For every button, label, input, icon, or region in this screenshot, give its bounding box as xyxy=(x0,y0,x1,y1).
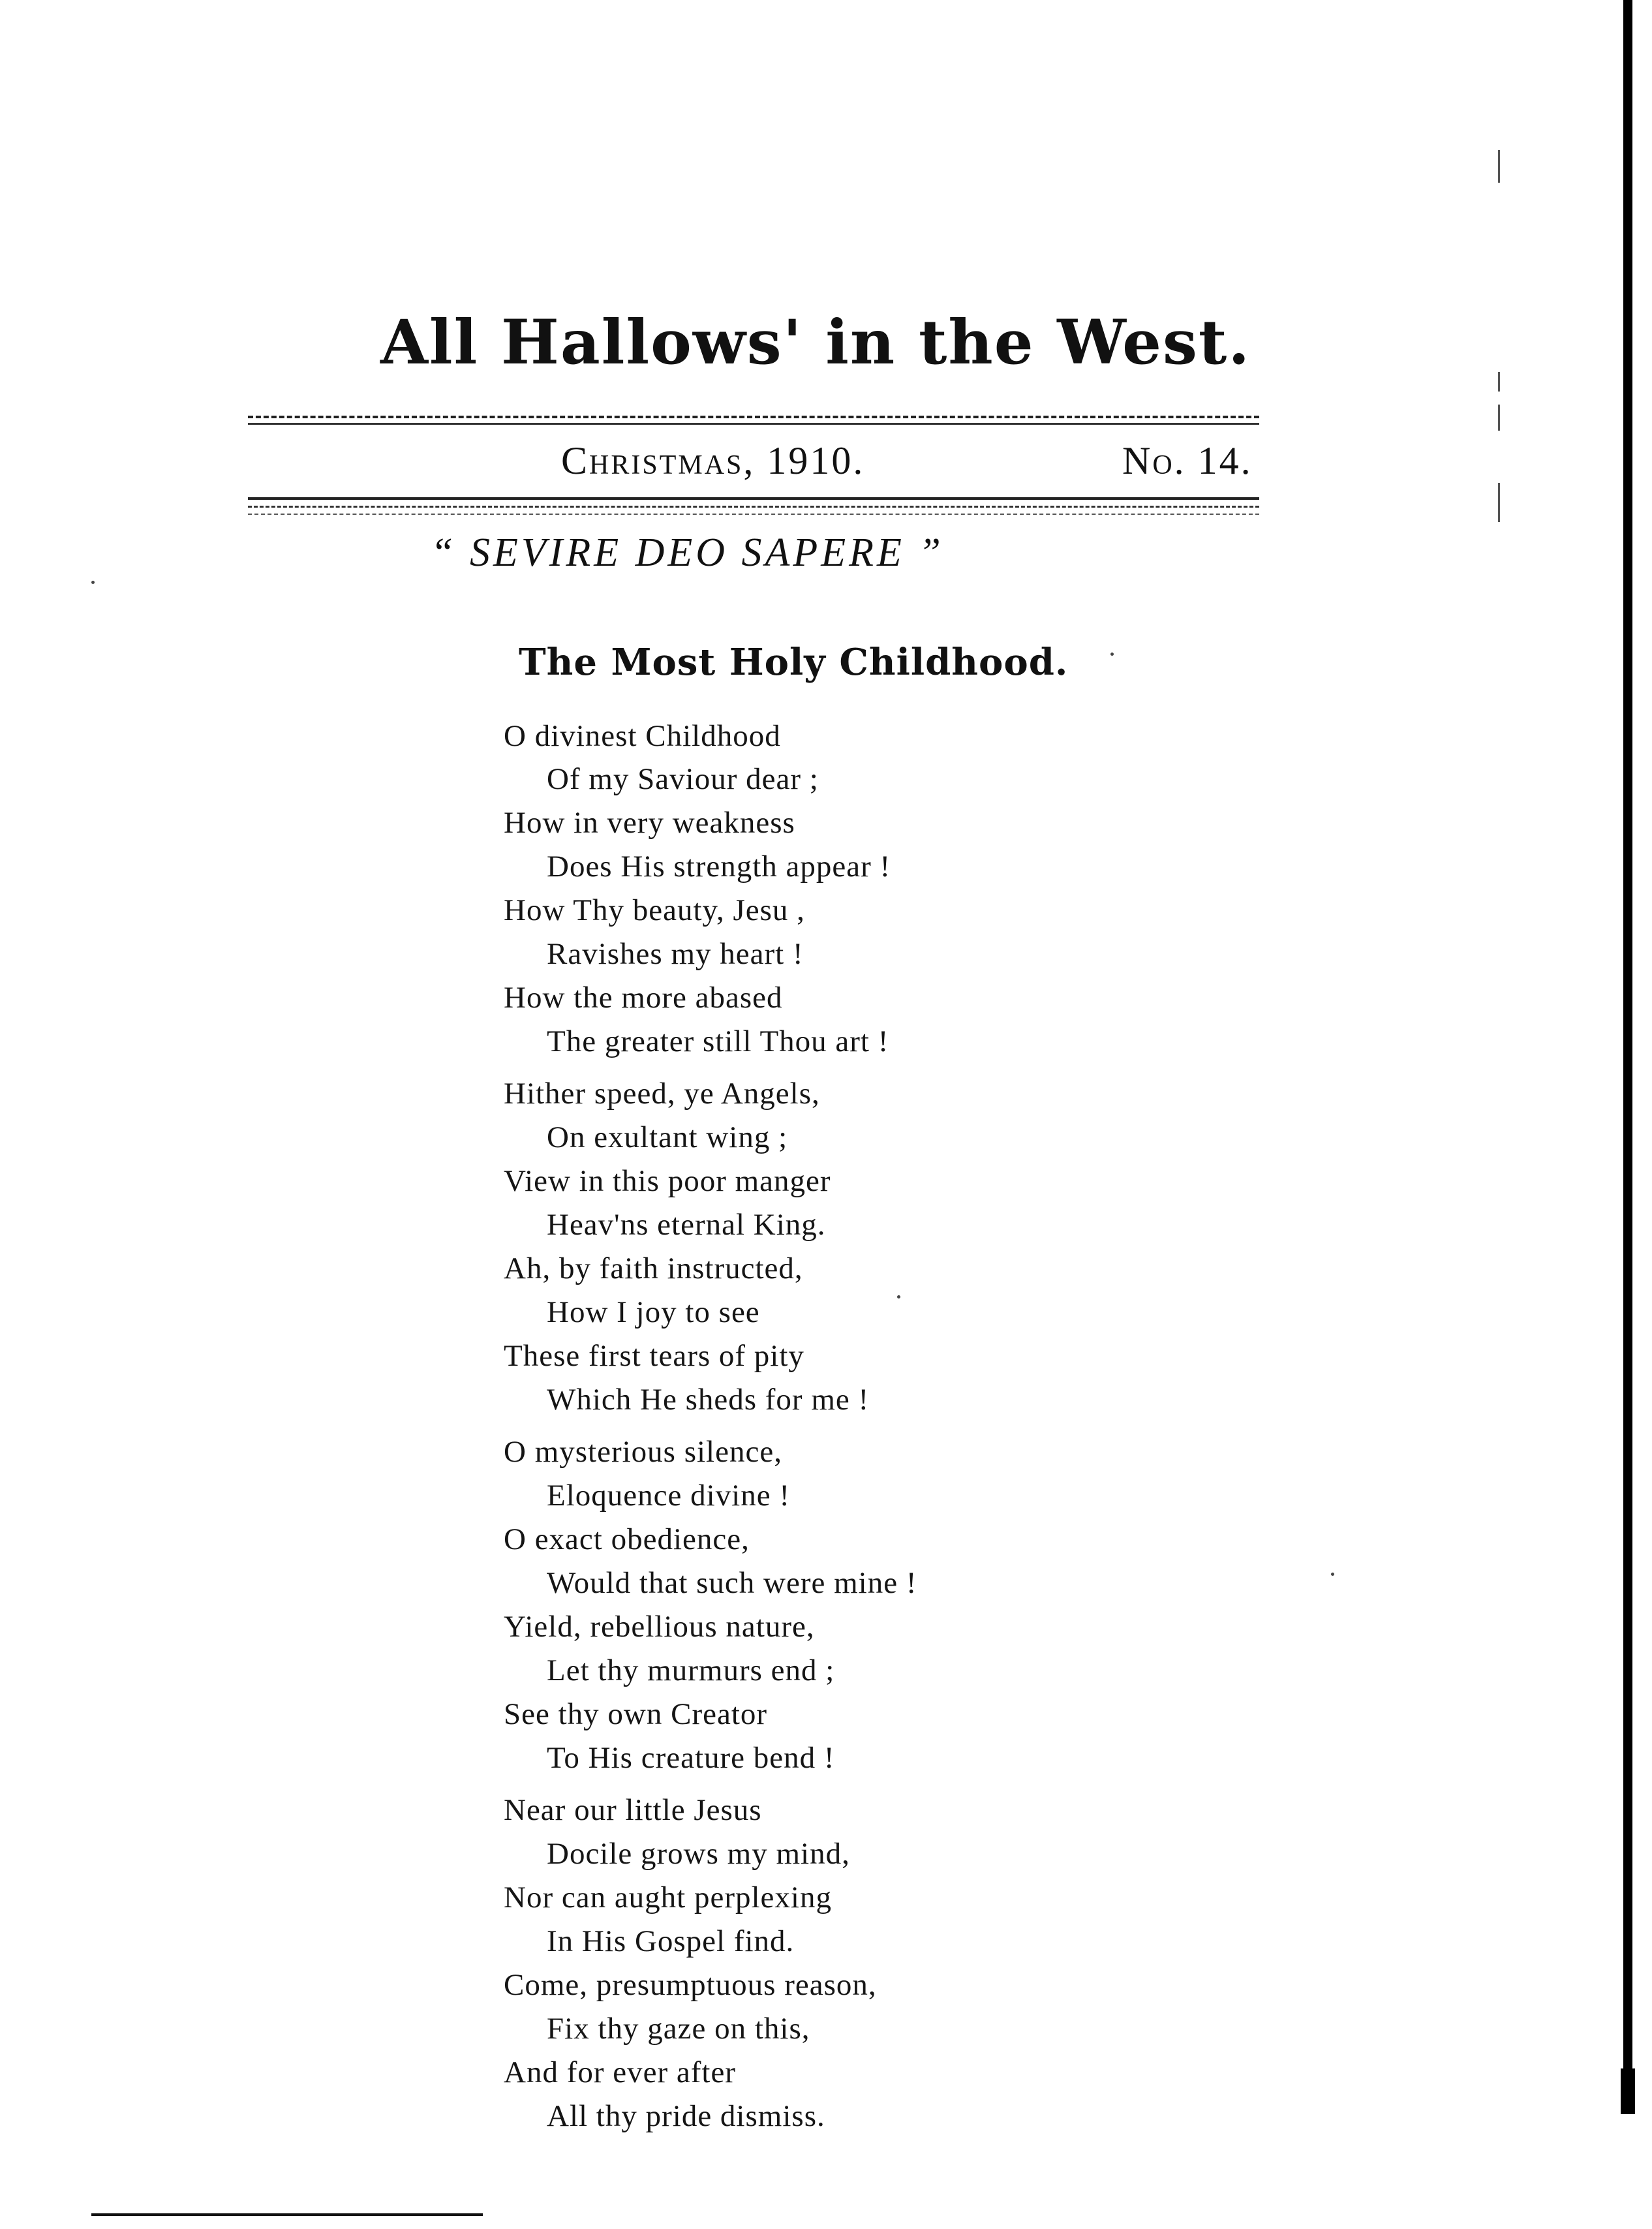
poem-line: Docile grows my mind, xyxy=(547,1837,850,1871)
poem-line: O exact obedience, xyxy=(504,1522,750,1556)
poem-line: To His creature bend ! xyxy=(547,1741,835,1775)
poem-line: Ah, by faith instructed, xyxy=(504,1252,803,1285)
poem-line: How the more abased xyxy=(504,981,783,1015)
poem-line: Near our little Jesus xyxy=(504,1793,762,1827)
poem-line: Would that such were mine ! xyxy=(547,1566,917,1600)
margin-mark xyxy=(1498,483,1500,522)
masthead-title: All Hallows' in the West. xyxy=(380,307,1251,378)
masthead-top-rule-inner xyxy=(248,423,1259,425)
poem-line: How Thy beauty, Jesu , xyxy=(504,893,805,927)
issue-date: Christmas, 1910. xyxy=(561,439,865,482)
poem-line: Let thy murmurs end ; xyxy=(547,1653,835,1687)
poem-line: In His Gospel find. xyxy=(547,1924,795,1958)
poem-line: Hither speed, ye Angels, xyxy=(504,1077,820,1111)
poem-line: How I joy to see xyxy=(547,1295,760,1329)
poem-line: The greater still Thou art ! xyxy=(547,1024,889,1058)
poem-line: Heav'ns eternal King. xyxy=(547,1208,826,1242)
masthead-bottom-rule-fine xyxy=(248,514,1259,515)
poem-line: Eloquence divine ! xyxy=(547,1479,790,1513)
poem-line: Of my Saviour dear ; xyxy=(547,762,819,796)
poem-line: Yield, rebellious nature, xyxy=(504,1610,815,1644)
poem-line: Nor can aught perplexing xyxy=(504,1881,832,1914)
poem-line: Ravishes my heart ! xyxy=(547,937,804,971)
binding-edge xyxy=(1623,0,1632,2108)
poem-line: View in this poor manger xyxy=(504,1164,831,1198)
poem-line: These first tears of pity xyxy=(504,1339,804,1373)
poem-line: Does His strength appear ! xyxy=(547,850,891,884)
poem-line: See thy own Creator xyxy=(504,1697,768,1731)
poem-line: On exultant wing ; xyxy=(547,1120,788,1154)
poem-line: And for ever after xyxy=(504,2055,736,2089)
masthead-top-rule xyxy=(248,416,1259,418)
scan-speck xyxy=(91,581,95,584)
issue-number: No. 14. xyxy=(1122,439,1253,482)
motto: “ SEVIRE DEO SAPERE ” xyxy=(431,530,944,575)
scan-speck xyxy=(1110,653,1114,656)
poem-line: Come, presumptuous reason, xyxy=(504,1968,877,2002)
poem-line: O mysterious silence, xyxy=(504,1435,782,1469)
poem-title: The Most Holy Childhood. xyxy=(519,641,1069,684)
poem-line: All thy pride dismiss. xyxy=(547,2099,825,2133)
scan-speck xyxy=(897,1295,900,1299)
margin-mark xyxy=(1498,150,1500,183)
masthead-bottom-rule xyxy=(248,497,1259,500)
footer-rule xyxy=(91,2213,483,2216)
poem-line: O divinest Childhood xyxy=(504,719,781,753)
poem-line: How in very weakness xyxy=(504,806,795,840)
scan-speck xyxy=(1331,1573,1334,1576)
binding-edge-cap xyxy=(1621,2068,1635,2114)
poem-line: Fix thy gaze on this, xyxy=(547,2012,810,2046)
poem-line: Which He sheds for me ! xyxy=(547,1383,870,1417)
margin-mark xyxy=(1498,372,1500,392)
margin-mark xyxy=(1498,405,1500,431)
masthead-bottom-rule-dashed xyxy=(248,506,1259,508)
